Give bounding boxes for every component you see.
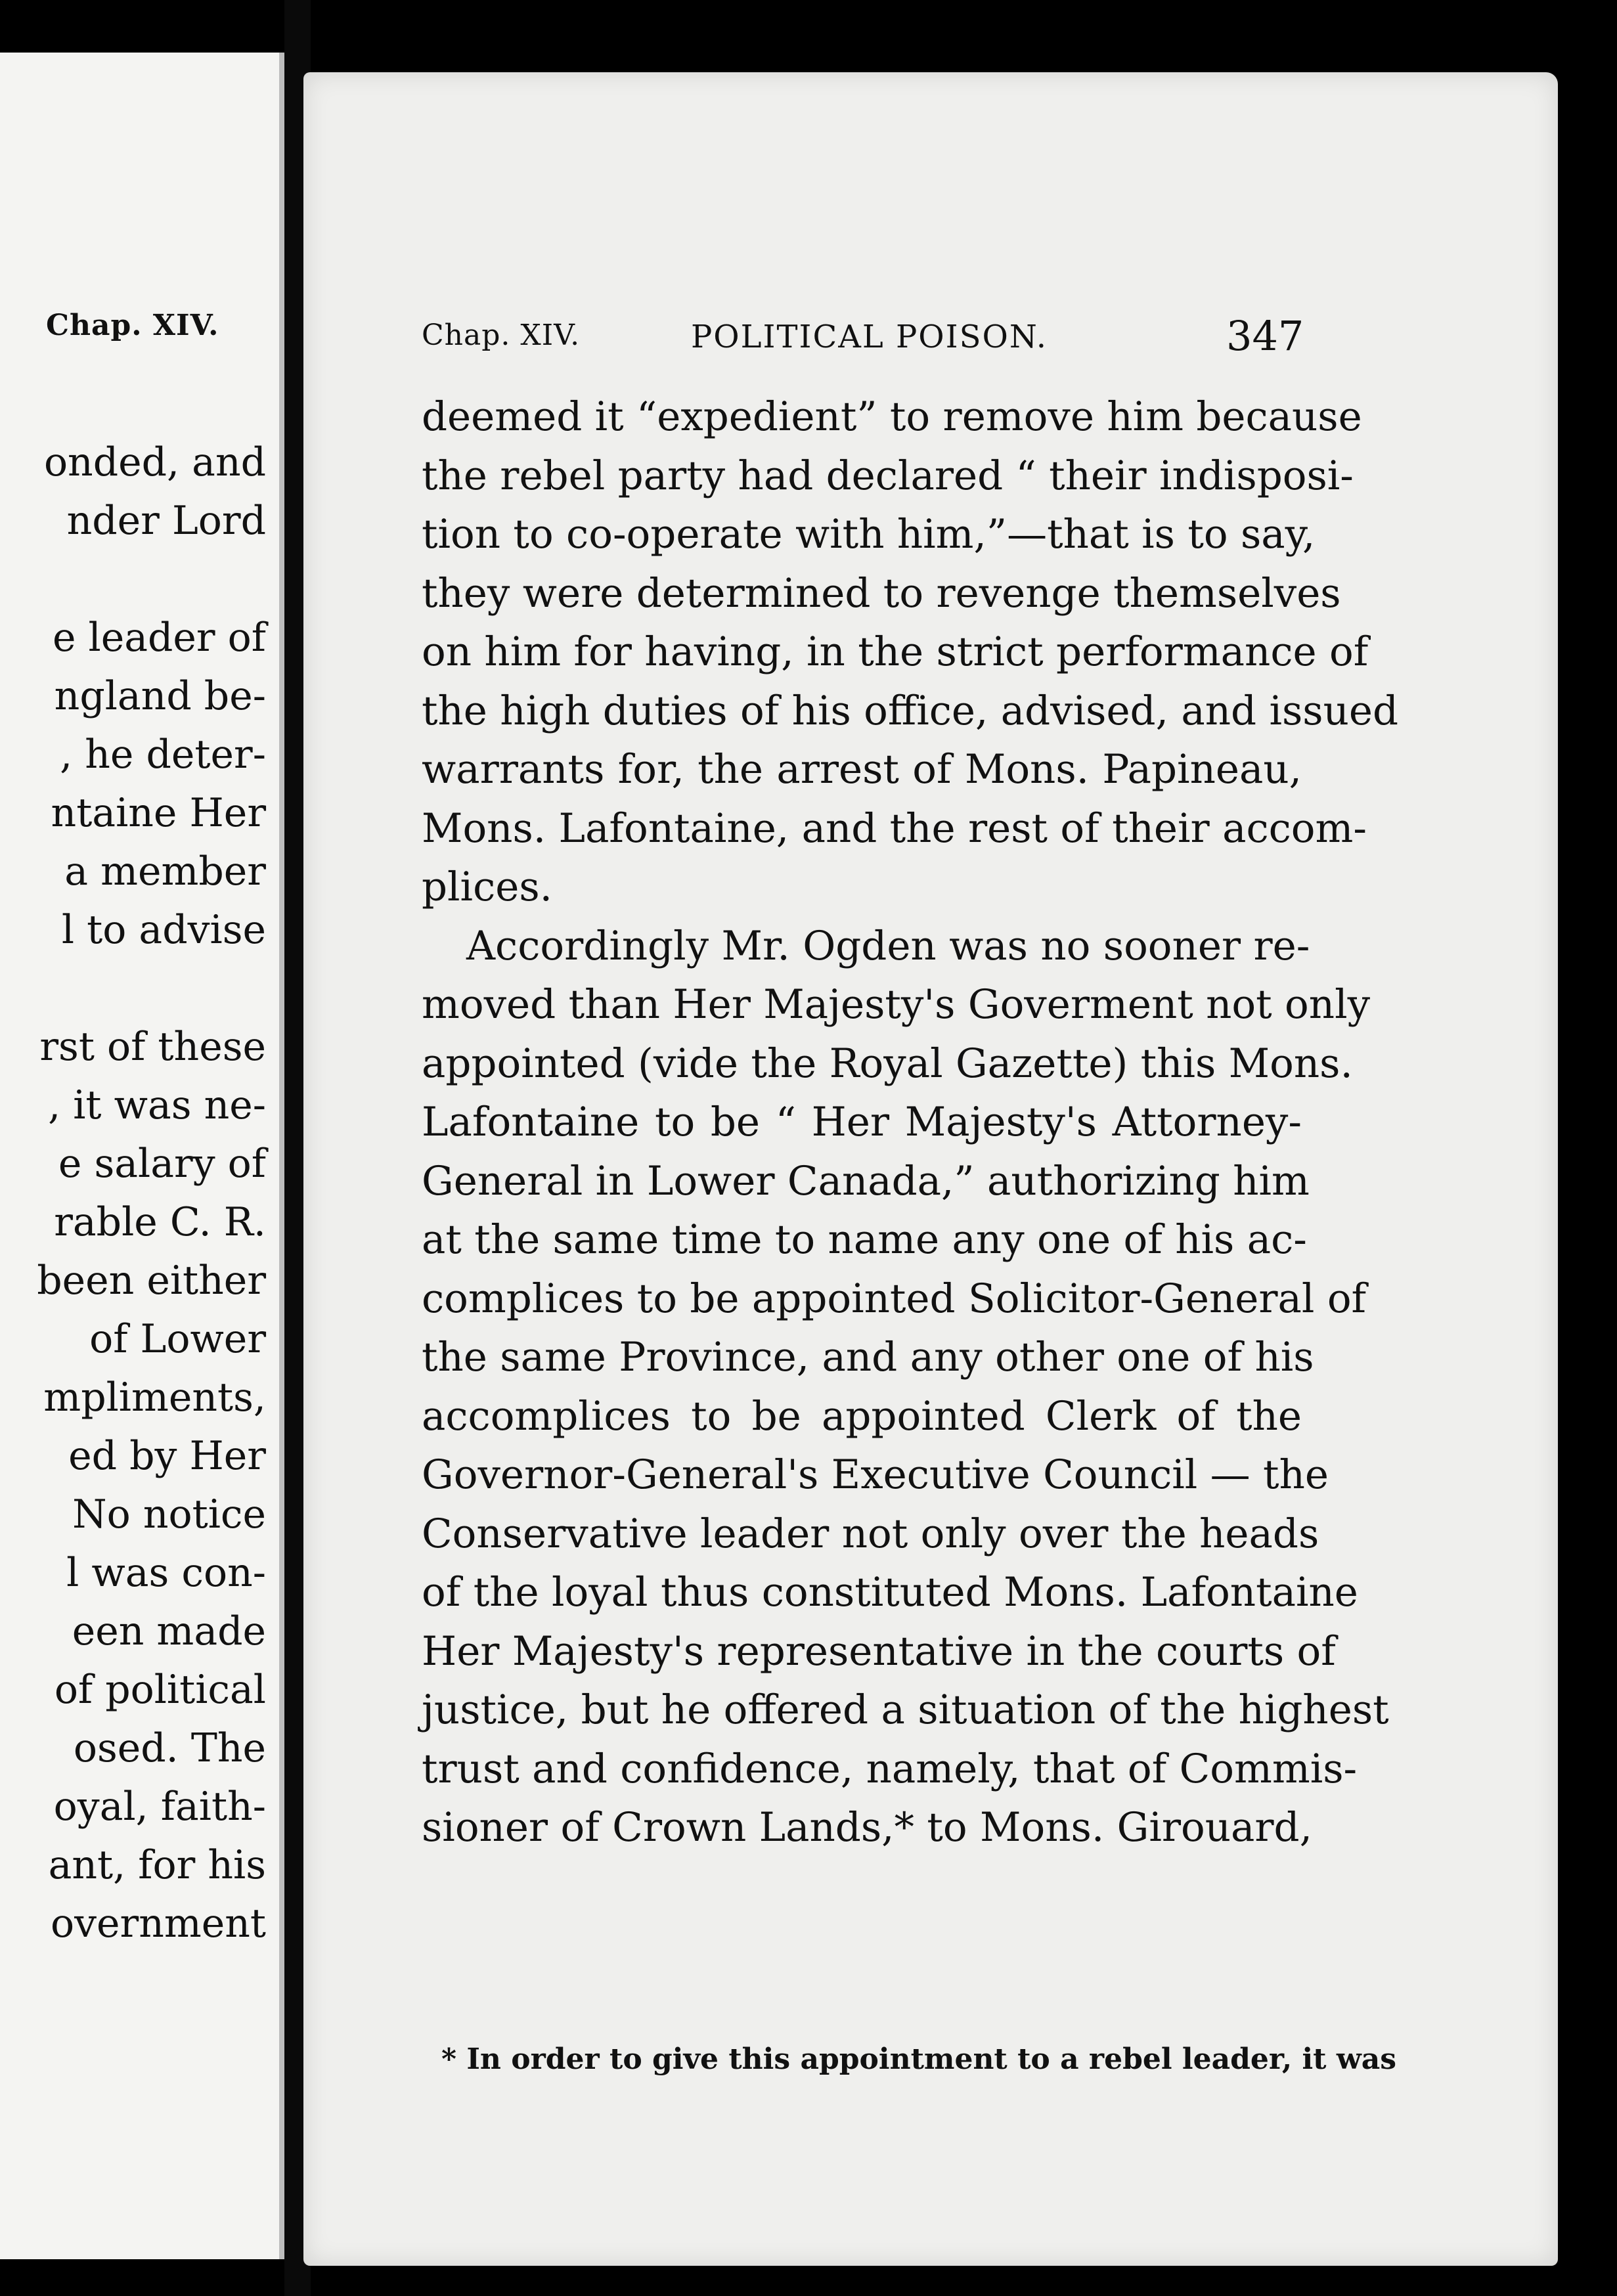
text-line: appointed (vide the Royal Gazette) this Mons. [422, 1040, 1353, 1087]
left-line: ngland be- [54, 673, 266, 719]
left-line: of Lower [89, 1316, 266, 1362]
footnote: * In order to give this appointment to a rebel leader, it was [441, 2042, 1396, 2076]
left-line: ant, for his [48, 1842, 266, 1888]
text-line: the same Province, and any other one of his [422, 1334, 1314, 1380]
left-line: , it was ne- [48, 1082, 266, 1128]
left-line: a member [64, 849, 266, 894]
text-line: General in Lower Canada,” authorizing him [422, 1157, 1310, 1204]
left-line: mpliments, [43, 1375, 266, 1421]
text-line: Accordingly Mr. Ogden was no sooner re- [466, 922, 1310, 969]
left-line: l to advise [61, 907, 266, 953]
left-line: of political [54, 1667, 266, 1713]
body-text [422, 387, 1399, 1857]
chapter-heading: Chap. XIV. [422, 319, 581, 352]
text-line: Mons. Lafontaine, and the rest of their accom- [422, 805, 1367, 852]
left-line: No notice [72, 1491, 266, 1537]
text-line: at the same time to name any one of his ac- [422, 1216, 1307, 1263]
left-line: een made [72, 1608, 266, 1654]
left-line: oyal, faith- [53, 1784, 266, 1830]
right-page [303, 72, 1558, 2266]
left-line: , he deter- [60, 732, 266, 778]
text-line: the rebel party had declared “ their indisposi- [422, 452, 1354, 499]
text-line: Lafontaine to be “ Her Majesty's Attorney- [422, 1099, 1302, 1145]
left-line: nder Lord [66, 498, 266, 544]
left-line: e salary of [58, 1141, 266, 1187]
left-line: rst of these [39, 1024, 266, 1070]
left-line: e leader of [52, 615, 266, 661]
text-line: Governor-General's Executive Council — the [422, 1451, 1329, 1498]
left-line: onded, and [43, 439, 266, 485]
text-line: moved than Her Majesty's Goverment not only [422, 981, 1371, 1028]
text-line: complices to be appointed Solicitor-General of [422, 1275, 1367, 1322]
text-line: deemed it “expedient” to remove him because [422, 393, 1362, 440]
text-line: tion to co-operate with him,”—that is to say, [422, 511, 1316, 558]
text-line: trust and confidence, namely, that of Commis- [422, 1745, 1358, 1792]
text-line: the high duties of his office, advised, and issued [422, 687, 1399, 734]
text-line: warrants for, the arrest of Mons. Papineau, [422, 746, 1302, 793]
text-line: Her Majesty's representative in the courts of [422, 1627, 1336, 1675]
left-line: l was con- [66, 1550, 266, 1596]
left-line: ntaine Her [51, 790, 266, 836]
text-line: they were determined to revenge themselves [422, 569, 1341, 617]
text-line: sioner of Crown Lands,* to Mons. Girouard, [422, 1804, 1312, 1851]
text-line: plices. [422, 864, 553, 910]
left-line: overnment [50, 1901, 266, 1947]
left-page-text [0, 433, 266, 1953]
left-page [0, 53, 284, 2259]
text-line: on him for having, in the strict performance of [422, 629, 1369, 675]
page-number: 347 [1226, 312, 1304, 360]
left-line [0, 960, 266, 1018]
left-line: ed by Her [68, 1433, 266, 1479]
text-line: of the loyal thus constituted Mons. Lafontaine [422, 1569, 1358, 1616]
running-title: POLITICAL POISON. [691, 319, 1048, 355]
text-line: justice, but he offered a situation of the highest [422, 1687, 1389, 1733]
text-line: Conservative leader not only over the heads [422, 1510, 1319, 1557]
left-line: rable C. R. [54, 1199, 266, 1245]
left-line: osed. The [73, 1725, 266, 1771]
left-line [0, 550, 266, 609]
left-chapter-heading: Chap. XIV. [46, 309, 219, 342]
left-line: been either [37, 1258, 266, 1304]
text-line: accomplices to be appointed Clerk of the [422, 1392, 1302, 1440]
